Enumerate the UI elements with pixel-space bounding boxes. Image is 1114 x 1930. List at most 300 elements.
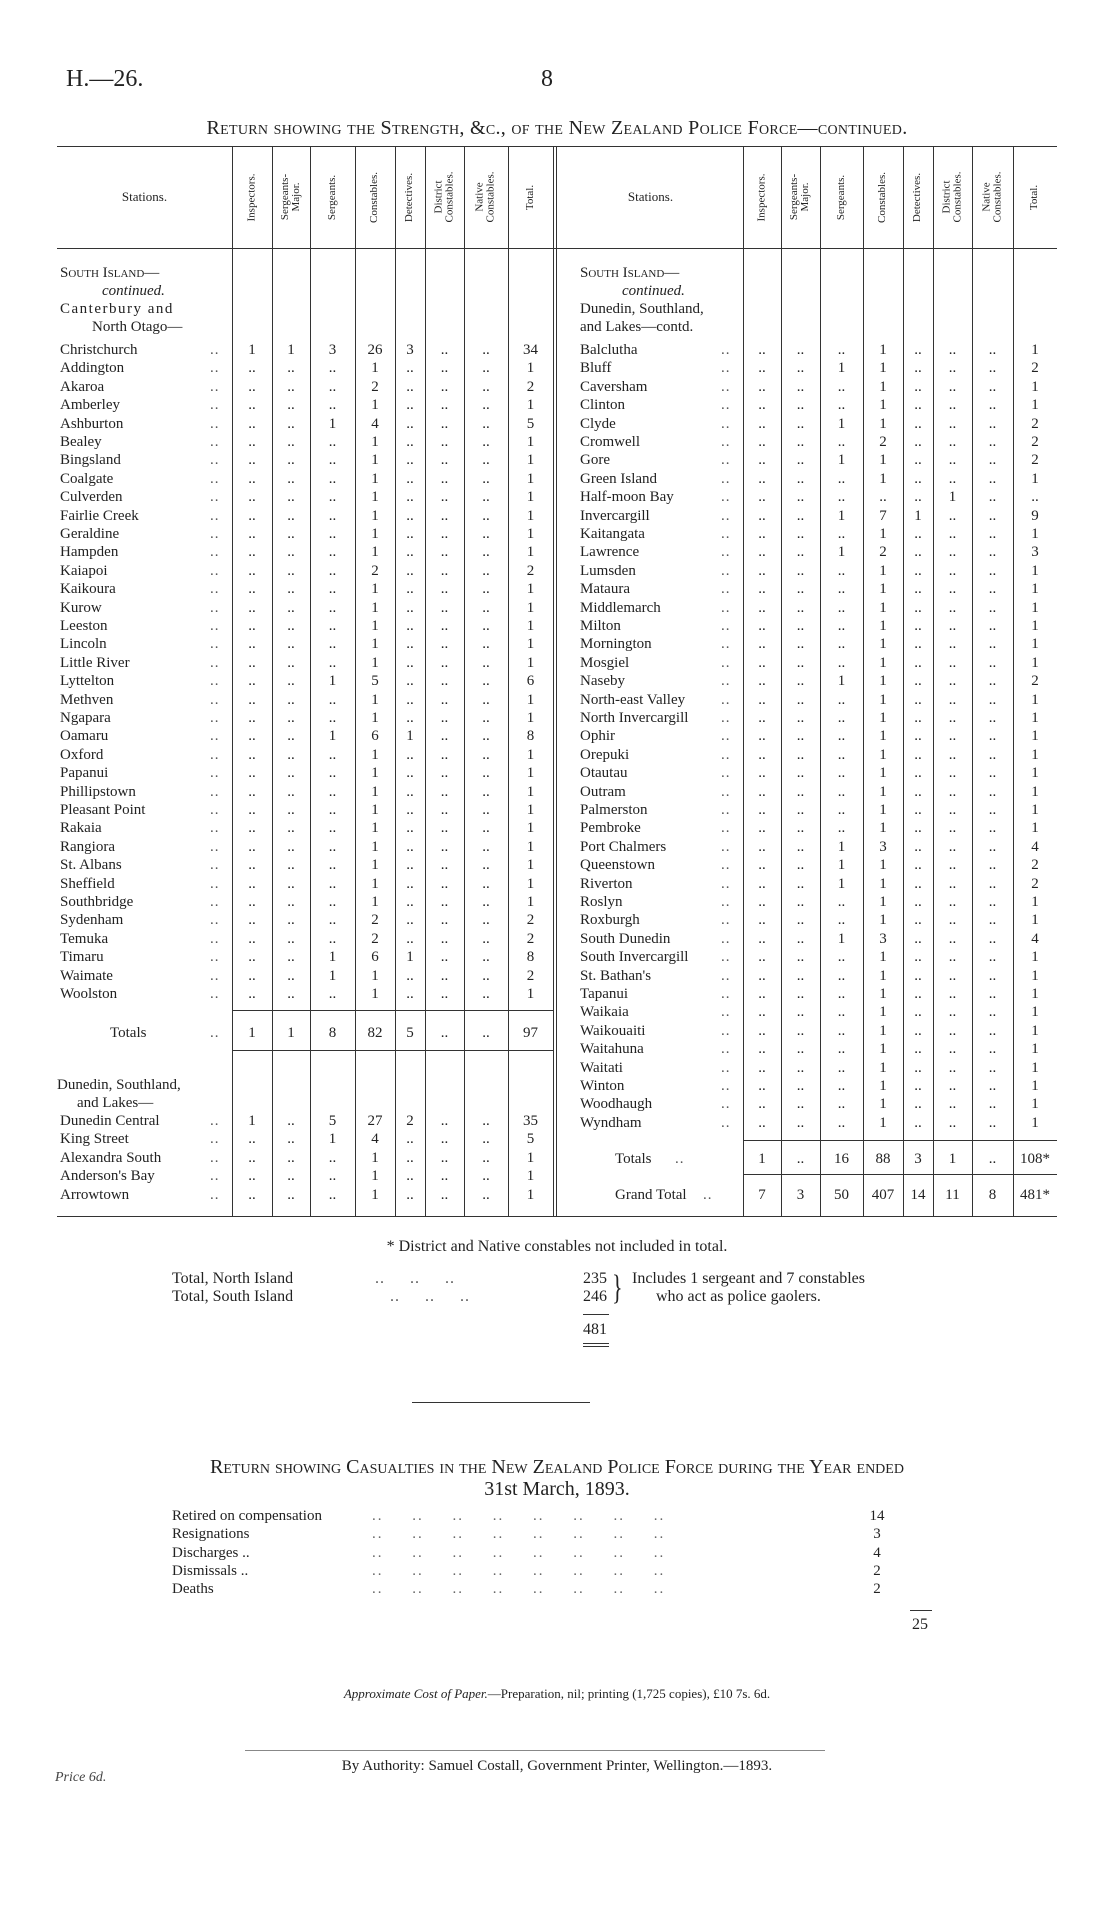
table-row-value: .. xyxy=(948,378,957,395)
table-row-station: Bealey xyxy=(60,434,102,450)
table-row-value: .. xyxy=(248,857,256,874)
right-section-subtitle: continued. xyxy=(622,283,685,299)
table-row-value: .. xyxy=(482,507,490,524)
table-row-value: .. xyxy=(914,1114,922,1131)
table-row-value: .. xyxy=(328,802,337,818)
table-row-value: 1 xyxy=(526,875,535,892)
table-row-value: .. xyxy=(948,581,957,598)
table-row-value: 1 xyxy=(879,415,887,432)
table-row-value: 1 xyxy=(879,802,887,818)
table-row-value: .. xyxy=(482,562,490,579)
table-row-value: 1 xyxy=(948,489,957,506)
right-header-6 xyxy=(972,148,1013,246)
table-row-value: .. xyxy=(796,691,805,708)
table-row-value: 1 xyxy=(837,415,846,432)
table-row-leader: .. xyxy=(210,470,220,487)
table-row-value: .. xyxy=(948,1022,957,1039)
table-row-value: .. xyxy=(482,452,490,469)
table-row-value: 2 xyxy=(879,434,887,450)
table-row-value: .. xyxy=(406,544,414,561)
table-row-value: .. xyxy=(328,912,337,929)
table-row-value: 1 xyxy=(837,930,846,947)
table-row-value: .. xyxy=(482,857,490,874)
table-row-value: .. xyxy=(406,452,414,469)
table-row-leader: .. xyxy=(721,415,731,432)
table-row-value: .. xyxy=(914,434,922,450)
table-row-station: Palmerston xyxy=(580,802,648,818)
table-row xyxy=(0,764,1114,782)
totals-value: 82 xyxy=(367,1025,383,1041)
table-row-value: .. xyxy=(328,397,337,414)
casualty-value: 4 xyxy=(873,1544,881,1561)
table-row-value: 1 xyxy=(837,838,846,855)
table-row-value: .. xyxy=(758,415,766,432)
table-row-value: .. xyxy=(988,397,997,414)
table-row-value: .. xyxy=(406,599,414,616)
table-row-value: .. xyxy=(758,342,766,358)
table-row xyxy=(0,838,1114,856)
casualty-row xyxy=(172,1544,932,1562)
table-row-value: .. xyxy=(796,673,805,690)
table-row-value: .. xyxy=(328,489,337,506)
right-header-2 xyxy=(820,148,863,246)
table-row-value: .. xyxy=(328,857,337,874)
table-row-value: .. xyxy=(837,1022,846,1039)
table-row-value: 5 xyxy=(371,673,379,690)
table-row-value: .. xyxy=(948,1041,957,1058)
table-row-value: .. xyxy=(287,986,295,1002)
table-row-value: .. xyxy=(914,1059,922,1076)
table-row-value: 1 xyxy=(1031,1041,1039,1058)
table-row-value: .. xyxy=(948,746,957,763)
table-row-leader: .. xyxy=(721,1059,731,1076)
table-row xyxy=(0,985,1114,1003)
table-row-value: .. xyxy=(248,434,256,450)
table-row-value: 1 xyxy=(371,1149,379,1166)
table-row-value: .. xyxy=(948,949,957,966)
table-row-value: .. xyxy=(287,1131,295,1148)
table-row-value: .. xyxy=(482,1168,490,1185)
table-row-station: Papanui xyxy=(60,765,109,782)
table-row-value: 1 xyxy=(526,857,535,874)
table-row-station: Mosgiel xyxy=(580,654,630,671)
table-row-leader: .. xyxy=(721,838,731,855)
table-row-value: .. xyxy=(406,618,414,634)
table-row xyxy=(0,727,1114,745)
table-row-value: .. xyxy=(248,894,256,910)
report-code: H.—26. xyxy=(66,66,144,92)
table-row-value: 1 xyxy=(1031,746,1039,763)
casualty-leader: .. .. .. .. .. .. .. .. xyxy=(372,1562,666,1579)
table-row-value: .. xyxy=(287,838,295,855)
table-row-value: 1 xyxy=(526,710,535,726)
left-group2-heading-2: and Lakes— xyxy=(77,1095,154,1111)
table-row-value: 1 xyxy=(914,507,922,524)
table-row-value: 1 xyxy=(879,581,887,598)
table-row-value: 1 xyxy=(1031,1059,1039,1076)
table-row-value: .. xyxy=(837,581,846,598)
left-header-7 xyxy=(508,148,553,246)
table-row-value: .. xyxy=(988,1096,997,1113)
table-row-value: .. xyxy=(328,526,337,542)
table-row-value: .. xyxy=(948,562,957,579)
table-row-value: .. xyxy=(440,710,449,726)
table-row-value: .. xyxy=(328,544,337,561)
table-row-value: .. xyxy=(287,967,295,984)
table-row-value: 1 xyxy=(1031,618,1039,634)
table-row-value: .. xyxy=(440,1131,449,1148)
table-row-leader: .. xyxy=(721,1114,731,1131)
table-row-value: .. xyxy=(328,470,337,487)
table-row-value: .. xyxy=(287,526,295,542)
table-row-value: .. xyxy=(248,581,256,598)
table-row-leader: .. xyxy=(210,875,220,892)
table-row-value: 1 xyxy=(879,986,887,1002)
table-row-value: .. xyxy=(837,618,846,634)
totals-leader: .. xyxy=(210,1025,220,1041)
table-row-value: .. xyxy=(482,397,490,414)
table-row-value: .. xyxy=(796,1022,805,1039)
table-row-value: .. xyxy=(328,930,337,947)
table-row-leader: .. xyxy=(210,1149,220,1166)
table-row-value: .. xyxy=(482,1113,490,1129)
table-row xyxy=(0,507,1114,525)
table-row-value: 1 xyxy=(1031,894,1039,910)
table-row-value: .. xyxy=(837,986,846,1002)
table-row-value: 1 xyxy=(526,746,535,763)
table-row-value: .. xyxy=(948,710,957,726)
table-row-value: .. xyxy=(948,342,957,358)
table-row-value: .. xyxy=(837,967,846,984)
right-header-text: Sergeants- Major. xyxy=(788,173,812,221)
table-row-value: 1 xyxy=(837,857,846,874)
table-row-value: .. xyxy=(482,1131,490,1148)
table-row-station: Christchurch xyxy=(60,342,138,358)
right-totals-row-value: 1 xyxy=(758,1151,766,1167)
table-row-value: .. xyxy=(482,636,490,653)
table-row-value: .. xyxy=(988,820,997,837)
table-row-value: 1 xyxy=(526,986,535,1002)
table-row-value: .. xyxy=(948,526,957,542)
table-row-value: 1 xyxy=(526,452,535,469)
table-row-value: 2 xyxy=(406,1113,414,1129)
gaolers-note-line2: who act as police gaolers. xyxy=(656,1288,821,1305)
table-row-value: 1 xyxy=(879,746,887,763)
table-row-station: Roxburgh xyxy=(580,912,640,929)
table-row-station: Half-moon Bay xyxy=(580,489,674,506)
table-row-station: Amberley xyxy=(60,397,120,414)
table-row-value: .. xyxy=(482,838,490,855)
right-header-1 xyxy=(781,148,820,246)
table-row-value: .. xyxy=(837,894,846,910)
table-row-value: 2 xyxy=(879,544,887,561)
table-row-leader: .. xyxy=(210,1131,220,1148)
table-row-value: .. xyxy=(796,581,805,598)
table-row-value: .. xyxy=(440,728,449,745)
table-row-value: .. xyxy=(988,894,997,910)
left-header-6 xyxy=(464,148,508,246)
table-row-value: .. xyxy=(406,802,414,818)
table-row-value: .. xyxy=(758,378,766,395)
table-row-station: Roslyn xyxy=(580,894,623,910)
table-row-value: .. xyxy=(988,930,997,947)
table-row-value: .. xyxy=(837,654,846,671)
table-row-value: .. xyxy=(914,342,922,358)
table-row-value: 1 xyxy=(879,783,887,800)
table-row-value: .. xyxy=(758,783,766,800)
table-row-value: .. xyxy=(837,636,846,653)
table-row-value: .. xyxy=(287,783,295,800)
table-row-value: .. xyxy=(406,912,414,929)
table-row-value: .. xyxy=(440,986,449,1002)
table-row-value: 1 xyxy=(328,728,337,745)
table-row-value: .. xyxy=(758,452,766,469)
table-row-value: 1 xyxy=(526,1168,535,1185)
table-row-value: .. xyxy=(440,1186,449,1203)
table-row-value: 3 xyxy=(879,838,887,855)
table-row-value: .. xyxy=(988,1041,997,1058)
table-row-value: .. xyxy=(758,949,766,966)
table-row-value: .. xyxy=(914,949,922,966)
table-row-value: .. xyxy=(406,930,414,947)
right-totals-row-value: 108* xyxy=(1020,1151,1050,1167)
table-row-value: .. xyxy=(328,360,337,377)
casualties-title-line2: 31st March, 1893. xyxy=(484,1478,630,1500)
left-group-heading-2: North Otago— xyxy=(92,319,183,335)
table-row-value: .. xyxy=(837,1004,846,1021)
table-row-station: Milton xyxy=(580,618,621,634)
table-row-station: South Invercargill xyxy=(580,949,689,966)
table-row-value: .. xyxy=(948,1096,957,1113)
table-row-value: .. xyxy=(948,636,957,653)
table-row-value: .. xyxy=(440,673,449,690)
table-row-value: 3 xyxy=(1031,544,1039,561)
table-row-value: .. xyxy=(879,489,887,506)
table-row-value: 1 xyxy=(1031,820,1039,837)
table-row-value: .. xyxy=(796,765,805,782)
table-row-value: .. xyxy=(837,470,846,487)
table-row xyxy=(0,967,1114,985)
table-row-value: 2 xyxy=(1031,434,1039,450)
table-row-value: 4 xyxy=(1031,930,1039,947)
table-row-value: .. xyxy=(440,599,449,616)
table-row-station: Cromwell xyxy=(580,434,640,450)
table-row-value: 1 xyxy=(371,691,379,708)
table-row-value: .. xyxy=(758,544,766,561)
table-row-station: Methven xyxy=(60,691,114,708)
table-row-value: .. xyxy=(837,1041,846,1058)
table-row-value: .. xyxy=(440,1113,449,1129)
left-header-text: Inspectors. xyxy=(245,173,258,221)
table-row-value: .. xyxy=(406,746,414,763)
table-row-value: 1 xyxy=(1031,783,1039,800)
table-row-value: 1 xyxy=(371,710,379,726)
table-row-value: .. xyxy=(328,507,337,524)
table-row xyxy=(0,709,1114,727)
north-island-label: Total, North Island xyxy=(172,1270,294,1287)
table-row-value: 1 xyxy=(1031,342,1039,358)
table-row-value: .. xyxy=(988,783,997,800)
table-row-value: .. xyxy=(248,360,256,377)
table-row-value: 1 xyxy=(879,1078,887,1094)
table-row-value: .. xyxy=(796,930,805,947)
table-row-station: Dunedin Central xyxy=(60,1113,160,1129)
table-row-station: Anderson's Bay xyxy=(60,1168,155,1185)
table-row-station: Wyndham xyxy=(580,1114,642,1131)
table-row-value: .. xyxy=(796,397,805,414)
table-row-value: .. xyxy=(287,1168,295,1185)
casualty-row xyxy=(172,1562,932,1580)
left-header-4 xyxy=(395,148,425,246)
table-row-value: .. xyxy=(948,618,957,634)
table-row-value: .. xyxy=(482,894,490,910)
table-row-value: .. xyxy=(948,912,957,929)
table-row-value: .. xyxy=(287,470,295,487)
casualty-label: Discharges .. xyxy=(172,1544,250,1561)
table-row-leader: .. xyxy=(210,618,220,634)
table-row-value: .. xyxy=(796,618,805,634)
table-row-value: .. xyxy=(758,820,766,837)
table-row-value: 1 xyxy=(1031,581,1039,598)
table-row-station: Waitati xyxy=(580,1059,623,1076)
table-row-value: .. xyxy=(328,765,337,782)
table-row-value: .. xyxy=(914,526,922,542)
table-row-value: 1 xyxy=(371,526,379,542)
table-row-value: .. xyxy=(482,875,490,892)
table-row-station: Lumsden xyxy=(580,562,636,579)
table-row-value: .. xyxy=(287,746,295,763)
table-row-value: .. xyxy=(440,544,449,561)
authority-rule xyxy=(245,1750,825,1751)
table-row-value: .. xyxy=(796,360,805,377)
table-row-value: .. xyxy=(248,654,256,671)
table-row-value: .. xyxy=(328,691,337,708)
table-row-value: 1 xyxy=(526,599,535,616)
table-row-value: 2 xyxy=(371,562,379,579)
grand-total-row-leader: .. xyxy=(703,1187,713,1203)
sum-double-rule-1 xyxy=(583,1343,609,1344)
table-row-value: .. xyxy=(440,746,449,763)
table-row xyxy=(0,470,1114,488)
table-row-value: .. xyxy=(837,728,846,745)
table-row-value: 6 xyxy=(371,949,379,966)
table-row-leader: .. xyxy=(210,986,220,1002)
totals-value: 5 xyxy=(406,1025,414,1041)
table-row-leader: .. xyxy=(721,434,731,450)
table-row-value: .. xyxy=(988,470,997,487)
table-row-value: .. xyxy=(988,452,997,469)
stations-header-right: Stations. xyxy=(627,189,674,204)
left-section-title: South Island— xyxy=(60,265,160,281)
table-row-value: .. xyxy=(796,415,805,432)
table-row-value: 1 xyxy=(526,1149,535,1166)
table-row-value: .. xyxy=(248,1149,256,1166)
table-row xyxy=(0,599,1114,617)
table-row-value: 1 xyxy=(371,894,379,910)
table-row-value: .. xyxy=(948,1059,957,1076)
table-row-value: 1 xyxy=(879,710,887,726)
table-row-value: 1 xyxy=(1031,691,1039,708)
table-row-value: .. xyxy=(328,452,337,469)
table-row-value: .. xyxy=(988,599,997,616)
table-row-value: 1 xyxy=(879,360,887,377)
table-row-value: .. xyxy=(758,691,766,708)
left-header-text: District Constables. xyxy=(432,171,456,223)
table-row-station: Orepuki xyxy=(580,746,630,763)
table-row-value: .. xyxy=(914,838,922,855)
table-row-value: .. xyxy=(287,691,295,708)
table-row-value: .. xyxy=(406,526,414,542)
table-row-leader: .. xyxy=(721,912,731,929)
table-row-station: Bingsland xyxy=(60,452,121,469)
table-row-value: 8 xyxy=(526,728,535,745)
table-row-value: 1 xyxy=(526,838,535,855)
table-row-value: 1 xyxy=(371,360,379,377)
table-row-value: .. xyxy=(837,949,846,966)
table-row-value: 1 xyxy=(1031,562,1039,579)
table-row-value: 1 xyxy=(1031,1078,1039,1094)
north-island-value: 235 xyxy=(583,1270,607,1287)
table-row-value: 1 xyxy=(879,967,887,984)
table-row-value: .. xyxy=(948,599,957,616)
table-row-value: .. xyxy=(914,1041,922,1058)
table-row-value: .. xyxy=(988,378,997,395)
table-row-value: 1 xyxy=(371,397,379,414)
table-row-leader: .. xyxy=(210,949,220,966)
table-row-leader: .. xyxy=(721,930,731,947)
right-header-4 xyxy=(903,148,933,246)
table-row-value: .. xyxy=(988,875,997,892)
right-header-text: Total. xyxy=(1028,184,1041,210)
table-row-leader: .. xyxy=(721,820,731,837)
table-row-station: Kaiapoi xyxy=(60,562,108,579)
table-row-value: .. xyxy=(948,452,957,469)
table-row-value: 6 xyxy=(526,673,535,690)
table-row-value: 1 xyxy=(1031,1096,1039,1113)
table-row-value: .. xyxy=(837,489,846,506)
table-row-station: Phillipstown xyxy=(60,783,136,800)
totals-rule xyxy=(743,1140,1057,1141)
table-row-value: .. xyxy=(796,728,805,745)
table-row-value: .. xyxy=(482,710,490,726)
casualties-total: 25 xyxy=(912,1616,928,1633)
table-row-leader: .. xyxy=(210,691,220,708)
table-row-value: .. xyxy=(796,489,805,506)
table-row-value: .. xyxy=(406,562,414,579)
table-row-value: .. xyxy=(248,802,256,818)
table-row-value: .. xyxy=(287,1149,295,1166)
table-row-value: .. xyxy=(287,875,295,892)
table-row-value: .. xyxy=(988,765,997,782)
table-row-value: 6 xyxy=(371,728,379,745)
table-row-value: .. xyxy=(988,912,997,929)
table-row-value: .. xyxy=(988,1022,997,1039)
table-row-value: 1 xyxy=(879,820,887,837)
totals-value: 1 xyxy=(287,1025,295,1041)
table-row-value: 2 xyxy=(526,912,535,929)
table-row-value: .. xyxy=(287,415,295,432)
table-row-value: 1 xyxy=(526,489,535,506)
right-totals-row-value: 1 xyxy=(948,1151,957,1167)
table-row-value: .. xyxy=(248,1131,256,1148)
table-row-value: .. xyxy=(758,636,766,653)
table-bottom-rule xyxy=(57,1216,1057,1217)
table-row-value: 1 xyxy=(371,489,379,506)
table-row-value: .. xyxy=(837,746,846,763)
table-row-value: 1 xyxy=(1031,912,1039,929)
table-row-station: North-east Valley xyxy=(580,691,686,708)
table-row-leader: .. xyxy=(721,599,731,616)
